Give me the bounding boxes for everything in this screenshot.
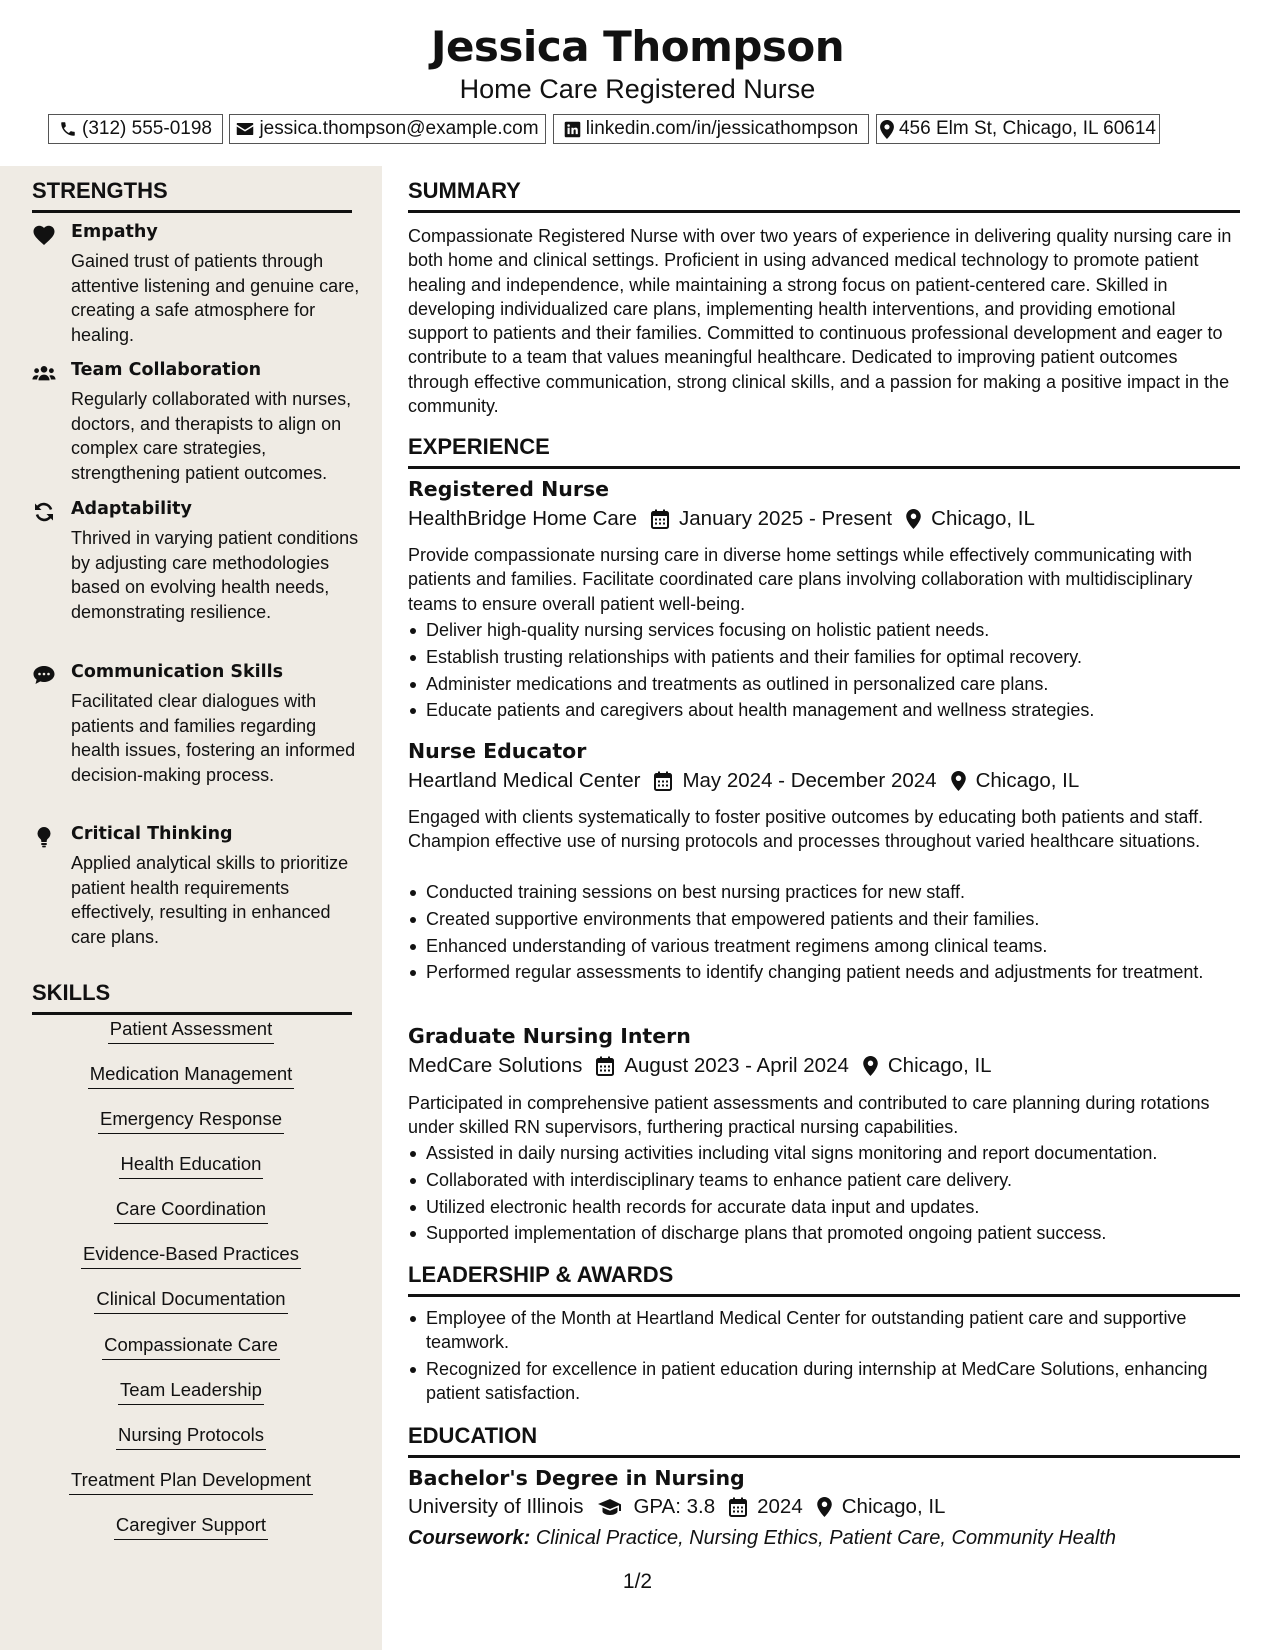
email-text: jessica.thompson@example.com [259,118,539,139]
sync-icon [32,501,56,523]
lightbulb-icon [32,826,56,848]
map-pin-icon [817,1497,832,1517]
list-item: Recognized for excellence in patient education during internship at MedCare Solutions, enhancing patient satisfaction. [408,1357,1240,1406]
degree-title: Bachelor's Degree in Nursing [408,1466,745,1490]
education-meta [408,1495,945,1519]
list-item: Establish trusting relationships with patients and their families for optimal recovery. [408,645,1240,669]
job-description: Provide compassionate nursing care in diverse home settings while effectively communicating with patients and families. Facilitate coordinated care plans involving collaboration with multidisciplinary teams to ensure overall patient well-being. [408,545,1193,614]
list-item: Deliver high-quality nursing services focusing on holistic patient needs. [408,618,1240,642]
job-company: MedCare Solutions [408,1054,583,1077]
job-location: Chicago, IL [931,507,1035,530]
calendar-icon [729,1497,747,1517]
job-location: Chicago, IL [887,1054,992,1077]
summary-heading: SUMMARY [408,178,1240,213]
list-item: Conducted training sessions on best nursing practices for new staff. [408,880,1240,904]
list-item: Assisted in daily nursing activities including vital signs monitoring and report documentation. [408,1141,1240,1165]
job-title: Home Care Registered Nurse [459,74,816,104]
skill-item: Compassionate Care [32,1334,350,1360]
job-dates: August 2023 - April 2024 [624,1054,849,1077]
strength-description: Facilitated clear dialogues with patients and families regarding health issues, fostering an informed decision-making process. [71,691,356,785]
job-company: HealthBridge Home Care [408,507,638,530]
map-pin-icon [863,1056,878,1076]
phone-text: (312) 555-0198 [82,118,212,139]
leadership-heading: LEADERSHIP & AWARDS [408,1262,1240,1297]
skill-item: Emergency Response [32,1108,350,1134]
job-dates: January 2025 - Present [679,507,893,530]
skill-item: Nursing Protocols [32,1424,350,1450]
job-location: Chicago, IL [975,769,1080,792]
linkedin-icon [564,121,581,138]
job-bullets [408,1141,1240,1248]
coursework-list: Clinical Practice, Nursing Ethics, Patient Care, Community Health [535,1527,1117,1549]
job-bullets [408,618,1240,725]
job-meta [408,769,1079,793]
graduation-year: 2024 [757,1495,803,1518]
skill-item: Evidence-Based Practices [32,1243,350,1269]
skill-item: Caregiver Support [32,1514,350,1540]
education-heading: EDUCATION [408,1423,1240,1458]
experience-heading: EXPERIENCE [408,434,1240,469]
strength-description: Regularly collaborated with nurses, doctors, and therapists to align on complex care strategies, strengthening patient outcomes. [71,389,352,483]
job-title: Nurse Educator [408,739,587,763]
map-pin-icon [951,771,966,791]
contact-phone[interactable] [48,114,223,144]
speech-bubble-icon [32,664,56,686]
calendar-icon [651,509,669,529]
list-item: Performed regular assessments to identify changing patient needs and adjustments for treatment. [408,960,1240,984]
job-company: Heartland Medical Center [408,769,641,792]
summary-text: Compassionate Registered Nurse with over two years of experience in delivering quality nursing care in both home and clinical settings. Proficient in using advanced medical technology to promote patient healing and independence, while maintaining a strong focus on patient-centered care. Skilled in developing individualized care plans, implementing health interventions, and providing emotional support to patients and their families. Committed to continuous professional development and eager to contribute to a team that values meaningful healthcare. Dedicated to improving patient outcomes through effective communication, strong clinical skills, and a passion for making a positive impact in the community. [408,226,1232,417]
coursework-label: Coursework: [408,1527,531,1549]
skill-item: Care Coordination [32,1198,350,1224]
candidate-name: Jessica Thompson [430,22,845,71]
skill-item: Patient Assessment [32,1018,350,1044]
contact-address[interactable] [876,114,1160,144]
leadership-bullets [408,1306,1240,1408]
job-meta [408,1054,992,1078]
list-item: Created supportive environments that empowered patients and their families. [408,907,1240,931]
list-item: Educate patients and caregivers about health management and wellness strategies. [408,698,1240,722]
graduation-cap-icon [597,1498,623,1516]
list-item: Enhanced understanding of various treatment regimens among clinical teams. [408,934,1240,958]
education-location: Chicago, IL [841,1495,946,1518]
skill-item: Treatment Plan Development [32,1469,350,1495]
list-item: Collaborated with interdisciplinary teams to enhance patient care delivery. [408,1168,1240,1192]
strength-description: Applied analytical skills to prioritize patient health requirements effectively, resulting in enhanced care plans. [71,853,349,947]
list-item: Supported implementation of discharge plans that promoted ongoing patient success. [408,1221,1240,1245]
skills-heading: SKILLS [32,980,352,1015]
job-dates: May 2024 - December 2024 [682,769,937,792]
strength-description: Gained trust of patients through attentive listening and genuine care, creating a safe atmosphere for healing. [71,251,360,345]
school-name: University of Illinois [408,1495,584,1518]
skill-item: Health Education [32,1153,350,1179]
resume-header [0,0,1275,166]
contact-linkedin[interactable] [553,114,869,144]
job-bullets [408,880,1240,987]
map-pin-icon [880,120,894,139]
address-text: 456 Elm St, Chicago, IL 60614 [898,118,1156,139]
envelope-icon [236,121,254,137]
skill-item: Team Leadership [32,1379,350,1405]
gpa: GPA: 3.8 [633,1495,716,1518]
calendar-icon [654,771,672,791]
coursework [408,1527,1116,1550]
skill-item: Medication Management [32,1063,350,1089]
heart-icon [32,224,56,246]
strength-title: Team Collaboration [71,360,262,380]
strength-title: Communication Skills [71,662,284,682]
skill-item: Clinical Documentation [32,1288,350,1314]
job-title: Registered Nurse [408,477,610,501]
phone-icon [59,120,77,138]
strength-title: Adaptability [71,499,192,519]
job-title: Graduate Nursing Intern [408,1024,691,1048]
job-description: Engaged with clients systematically to foster positive outcomes by educating both patients and staff. Champion effective use of nursing protocols and processes throughout varied healthcare situations. [408,807,1204,852]
contact-email[interactable] [229,114,546,144]
job-description: Participated in comprehensive patient assessments and contributed to care planning during rotations under skilled RN supervisors, furthering practical nursing capabilities. [408,1093,1210,1138]
linkedin-text: linkedin.com/in/jessicathompson [585,118,859,139]
calendar-icon [596,1056,614,1076]
list-item: Utilized electronic health records for accurate data input and updates. [408,1195,1240,1219]
list-item: Employee of the Month at Heartland Medical Center for outstanding patient care and supportive teamwork. [408,1306,1240,1355]
users-icon [32,362,56,384]
job-meta [408,507,1035,531]
strengths-heading: STRENGTHS [32,178,352,213]
strength-title: Critical Thinking [71,824,233,844]
strength-title: Empathy [71,222,158,242]
strength-description: Thrived in varying patient conditions by adjusting care methodologies based on evolving health needs, demonstrating resilience. [71,528,359,622]
map-pin-icon [906,509,921,529]
page-number: 1/2 [622,1570,653,1593]
list-item: Administer medications and treatments as outlined in personalized care plans. [408,672,1240,696]
